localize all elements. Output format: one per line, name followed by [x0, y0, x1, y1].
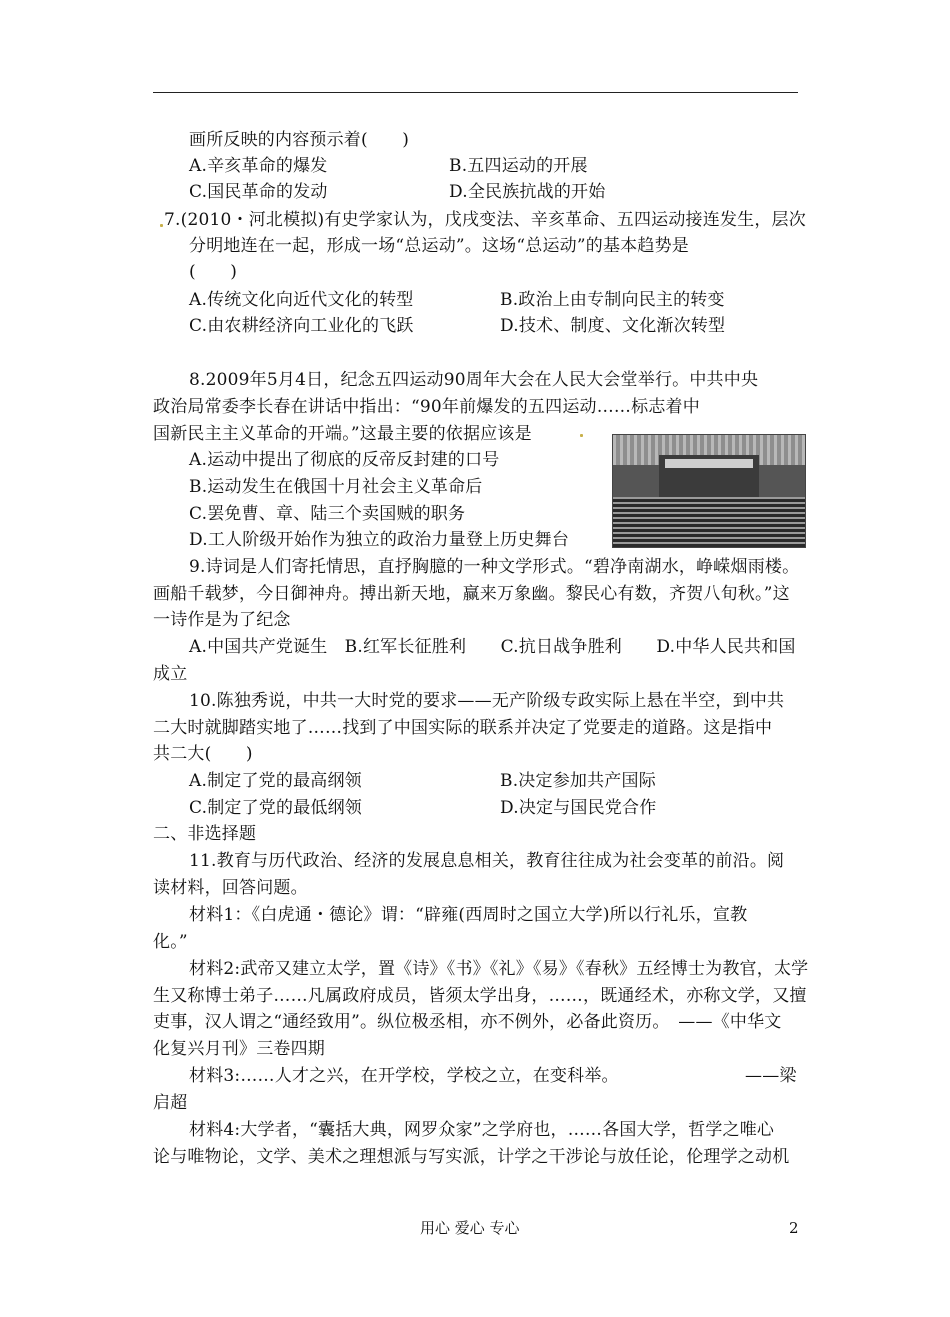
q10-option-d: D.决定与国民党合作 — [500, 798, 657, 818]
q8-option-b: B.运动发生在俄国十月社会主义革命后 — [189, 477, 483, 497]
photo-banner — [665, 459, 753, 468]
material-3-line-1: 材料3:……人才之兴，在开学校，学校之立，在变科举。 — [189, 1066, 619, 1086]
q10-option-a: A.制定了党的最高纲领 — [189, 771, 362, 791]
section-heading: 二、非选择题 — [153, 824, 257, 844]
header-rule — [153, 92, 798, 93]
material-3-attribution: ——梁 — [745, 1066, 797, 1086]
q7-option-b: B.政治上由专制向民主的转变 — [500, 290, 725, 310]
stray-mark — [160, 224, 163, 227]
material-2-line-4: 化复兴月刊》三卷四期 — [153, 1039, 325, 1059]
q10-option-b: B.决定参加共产国际 — [500, 771, 656, 791]
q7-stem-line-1: 7.(2010・河北模拟)有史学家认为，戊戌变法、辛亥革命、五四运动接连发生，层次 — [164, 210, 806, 230]
q8-option-c: C.罢免曹、章、陆三个卖国贼的职务 — [189, 504, 466, 524]
q9-options-tail: 成立 — [153, 664, 188, 684]
q10-stem-line-2: 二大时就脚踏实地了……找到了中国实际的联系并决定了党要走的道路。这是指中 — [153, 718, 773, 738]
q9-stem-line-1: 9.诗词是人们寄托情思，直抒胸臆的一种文学形式。“碧净南湖水，峥嵘烟雨楼。 — [189, 557, 800, 577]
material-1-line-2: 化。” — [153, 932, 188, 952]
page-number: 2 — [789, 1219, 799, 1237]
material-4-line-2: 论与唯物论，文学、美术之理想派与写实派，计学之干涉论与放任论，伦理学之动机 — [153, 1147, 790, 1167]
q9-options: A.中国共产党诞生 B.红军长征胜利 C.抗日战争胜利 D.中华人民共和国 — [189, 637, 796, 657]
photo-audience — [613, 497, 805, 547]
q6-stem-tail: 画所反映的内容预示着( ) — [189, 130, 410, 150]
q9-stem-line-2: 画船千载梦，今日御神舟。搏出新天地，赢来万象幽。黎民心有数，齐贺八旬秋。”这 — [153, 584, 790, 604]
q6-option-c: C.国民革命的发动 — [189, 182, 328, 202]
q7-option-c: C.由农耕经济向工业化的飞跃 — [189, 316, 414, 336]
q11-stem-line-2: 读材料，回答问题。 — [153, 878, 308, 898]
material-3-line-2: 启超 — [153, 1093, 188, 1113]
q7-stem-line-3: ( ) — [189, 262, 238, 282]
q6-option-a: A.辛亥革命的爆发 — [189, 156, 328, 176]
q8-option-a: A.运动中提出了彻底的反帝反封建的口号 — [189, 450, 500, 470]
q11-stem-line-1: 11.教育与历代政治、经济的发展息息相关，教育往往成为社会变革的前沿。阅 — [189, 851, 785, 871]
great-hall-photo — [612, 434, 806, 548]
footer-motto: 用心 爱心 专心 — [420, 1219, 520, 1237]
q7-stem-line-2: 分明地连在一起，形成一场“总运动”。这场“总运动”的基本趋势是 — [189, 236, 689, 256]
q8-stem-line-1: 8.2009年5月4日，纪念五四运动90周年大会在人民大会堂举行。中共中央 — [189, 370, 759, 390]
q9-stem-line-3: 一诗作是为了纪念 — [153, 610, 291, 630]
q8-option-d: D.工人阶级开始作为独立的政治力量登上历史舞台 — [189, 530, 570, 550]
stray-mark — [580, 434, 583, 437]
q6-option-d: D.全民族抗战的开始 — [449, 182, 606, 202]
material-2-line-1: 材料2:武帝又建立太学，置《诗》《书》《礼》《易》《春秋》五经博士为教官，太学 — [189, 959, 809, 979]
material-2-line-2: 生又称博士弟子……凡属政府成员，皆须太学出身，……，既通经术，亦称文学，又擅 — [153, 986, 807, 1006]
q7-option-d: D.技术、制度、文化渐次转型 — [500, 316, 726, 336]
q8-stem-line-2: 政治局常委李长春在讲话中指出：“90年前爆发的五四运动……标志着中 — [153, 397, 700, 417]
q8-stem-line-3: 国新民主主义革命的开端。”这最主要的依据应该是 — [153, 424, 532, 444]
material-4-line-1: 材料4:大学者，“囊括大典，网罗众家”之学府也，……各国大学，哲学之唯心 — [189, 1120, 775, 1140]
q7-option-a: A.传统文化向近代文化的转型 — [189, 290, 414, 310]
material-1-line-1: 材料1：《白虎通・德论》谓：“辟雍(西周时之国立大学)所以行礼乐，宣教 — [189, 905, 748, 925]
q10-stem-line-1: 10.陈独秀说，中共一大时党的要求——无产阶级专政实际上悬在半空，到中共 — [189, 691, 785, 711]
q10-option-c: C.制定了党的最低纲领 — [189, 798, 363, 818]
material-2-line-3: 吏事，汉人谓之“通经致用”。纵位极丞相，亦不例外，必备此资历。 ——《中华文 — [153, 1012, 782, 1032]
q10-stem-line-3: 共二大( ) — [153, 744, 253, 764]
q6-option-b: B.五四运动的开展 — [449, 156, 588, 176]
